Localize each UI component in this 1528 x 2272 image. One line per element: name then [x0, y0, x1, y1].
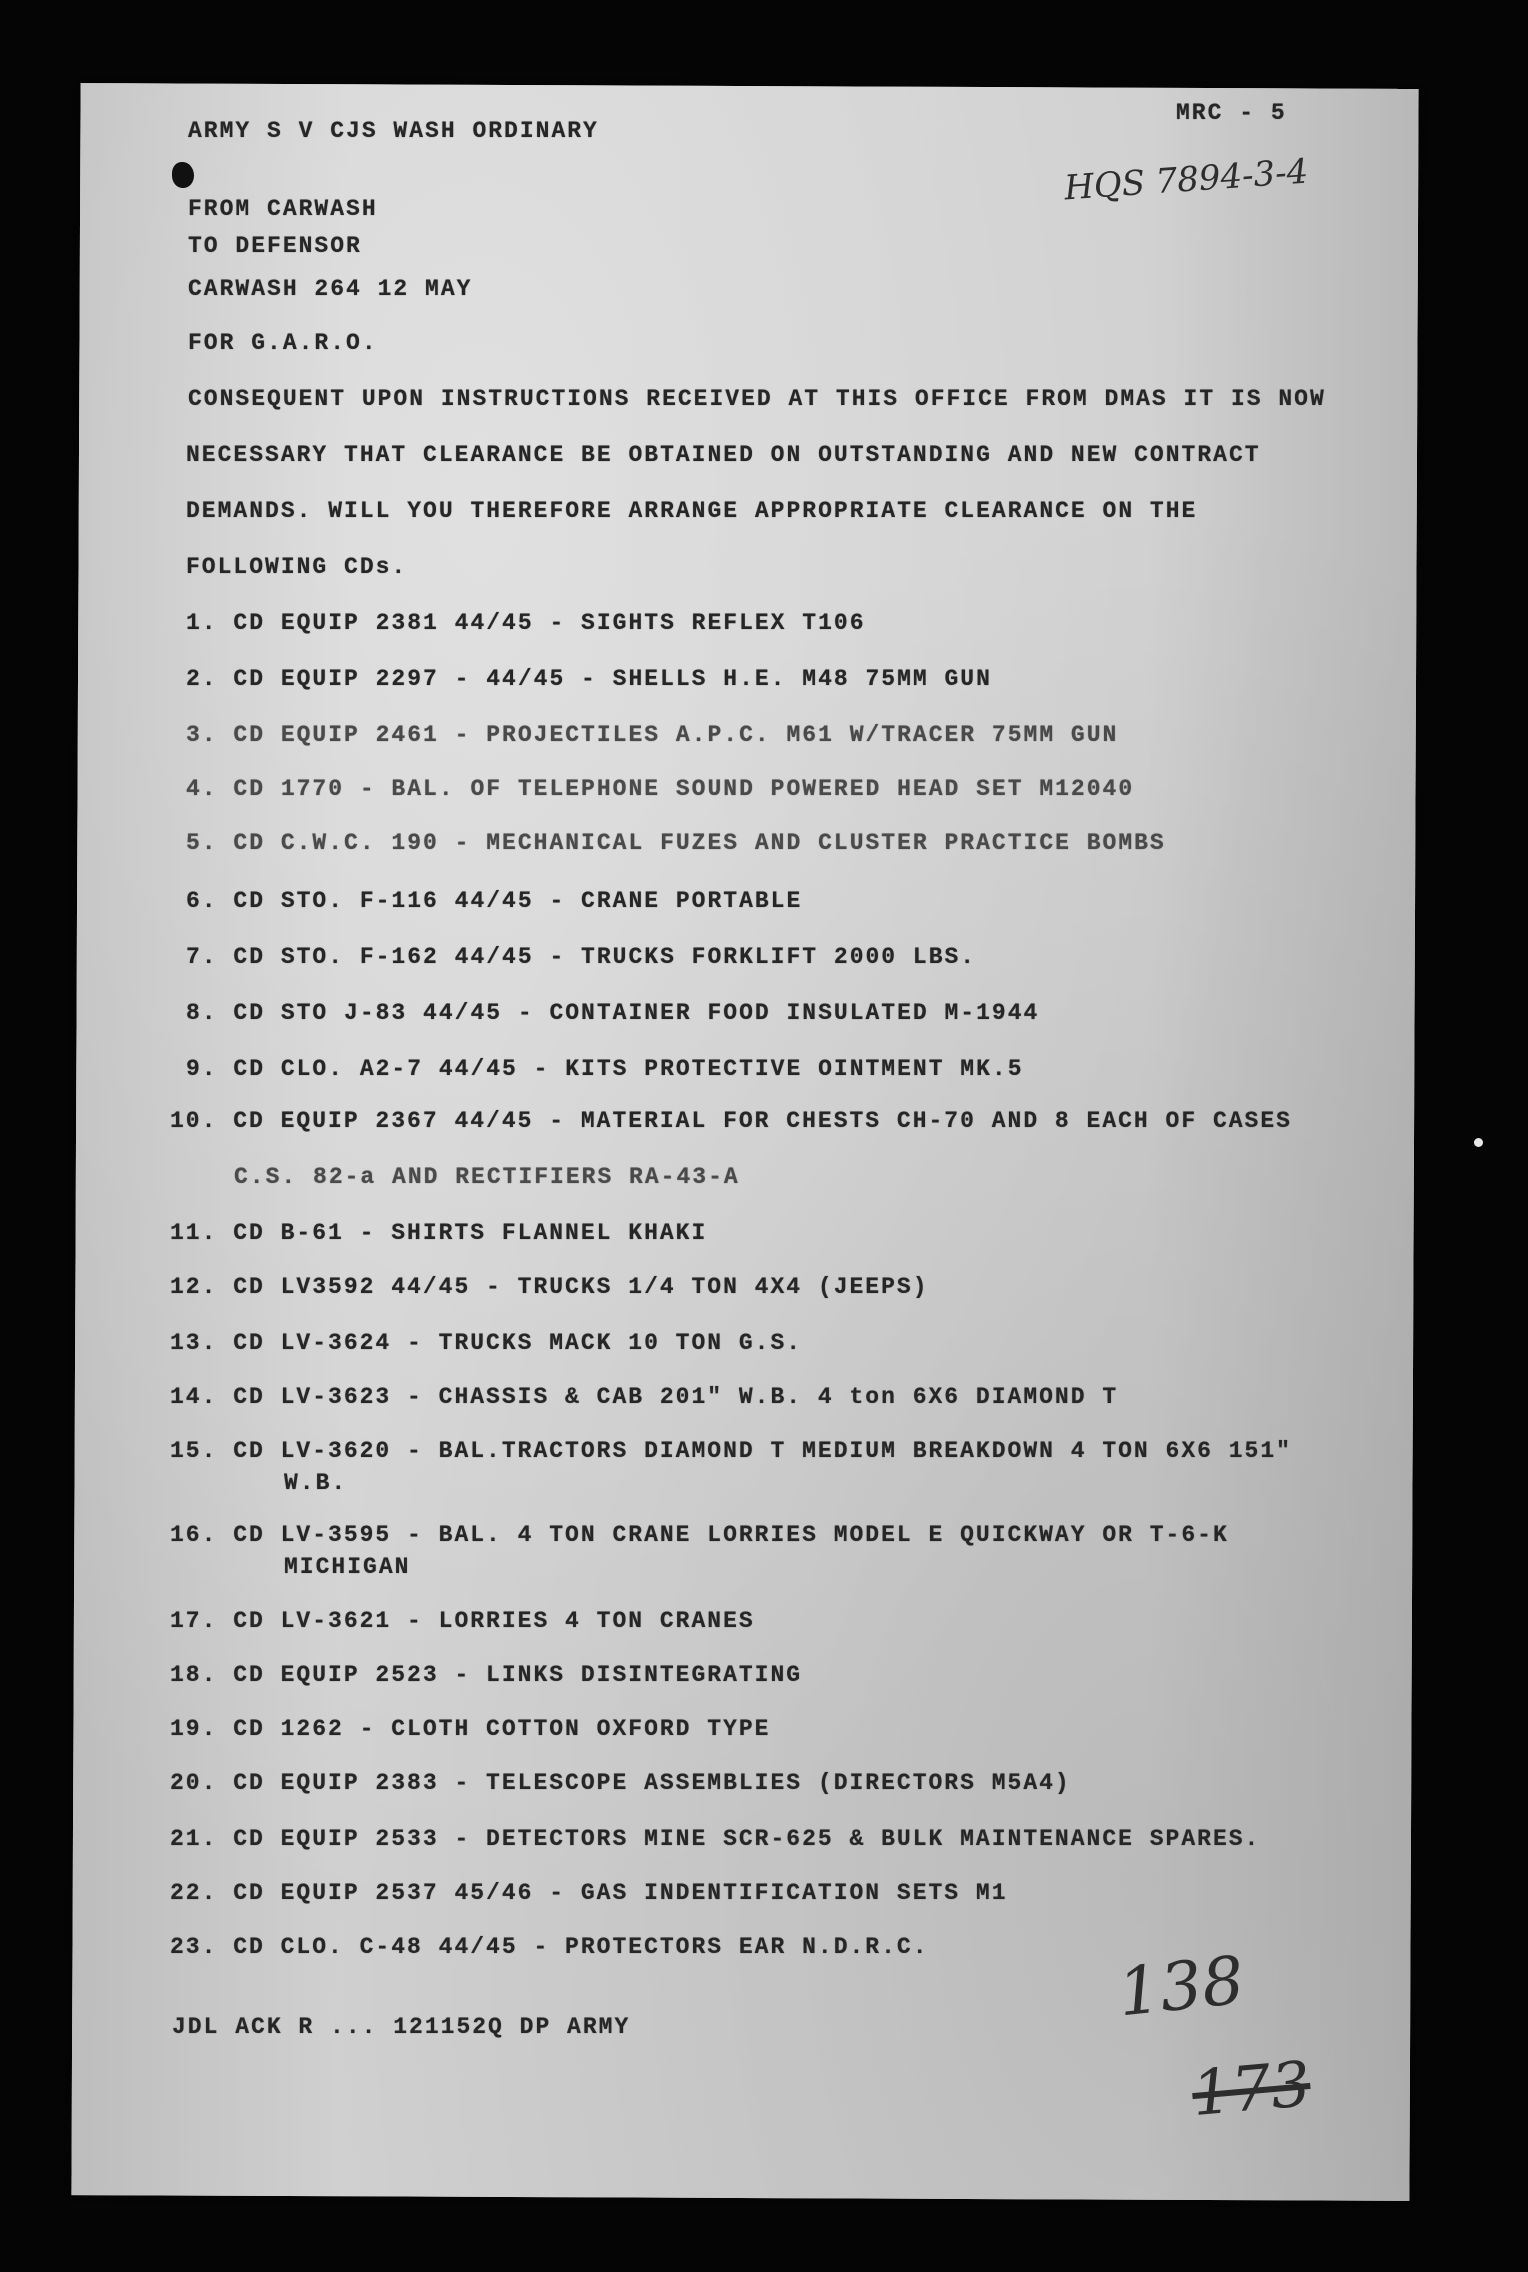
list-item-continuation: C.S. 82-a AND RECTIFIERS RA-43-A: [234, 1164, 740, 1190]
list-item: 15. CD LV-3620 - BAL.TRACTORS DIAMOND T MEDIUM BREAKDOWN 4 TON 6X6 151": [170, 1438, 1292, 1464]
reference-code: MRC - 5: [1176, 100, 1287, 126]
list-item: 18. CD EQUIP 2523 - LINKS DISINTEGRATING: [170, 1662, 803, 1688]
list-item: 23. CD CLO. C-48 44/45 - PROTECTORS EAR N.D.R.C.: [170, 1934, 929, 1960]
list-item: 21. CD EQUIP 2533 - DETECTORS MINE SCR-625 & BULK MAINTENANCE SPARES.: [170, 1826, 1261, 1852]
body-line: DEMANDS. WILL YOU THEREFORE ARRANGE APPROPRIATE CLEARANCE ON THE: [186, 498, 1198, 524]
list-item: 12. CD LV3592 44/45 - TRUCKS 1/4 TON 4X4 (JEEPS): [170, 1274, 929, 1300]
handwritten-struck-number: 173: [1189, 2046, 1314, 2131]
film-speck: [1474, 1138, 1483, 1147]
list-item: 10. CD EQUIP 2367 44/45 - MATERIAL FOR CHESTS CH-70 AND 8 EACH OF CASES: [170, 1108, 1292, 1134]
attention-line: FOR G.A.R.O.: [188, 330, 378, 356]
list-item: 1. CD EQUIP 2381 44/45 - SIGHTS REFLEX T106: [186, 610, 866, 636]
list-item: 6. CD STO. F-116 44/45 - CRANE PORTABLE: [186, 888, 803, 914]
list-item: 2. CD EQUIP 2297 - 44/45 - SHELLS H.E. M48 75MM GUN: [186, 666, 992, 692]
list-item: 22. CD EQUIP 2537 45/46 - GAS INDENTIFICATION SETS M1: [170, 1880, 1008, 1906]
list-item: 9. CD CLO. A2-7 44/45 - KITS PROTECTIVE OINTMENT MK.5: [186, 1056, 1024, 1082]
list-item: 14. CD LV-3623 - CHASSIS & CAB 201" W.B. 4 ton 6X6 DIAMOND T: [170, 1384, 1119, 1410]
list-item: 17. CD LV-3621 - LORRIES 4 TON CRANES: [170, 1608, 755, 1634]
list-item: 7. CD STO. F-162 44/45 - TRUCKS FORKLIFT 2000 LBS.: [186, 944, 977, 970]
message-number: CARWASH 264 12 MAY: [188, 276, 473, 302]
body-line: CONSEQUENT UPON INSTRUCTIONS RECEIVED AT THIS OFFICE FROM DMAS IT IS NOW: [188, 386, 1326, 412]
body-line: NECESSARY THAT CLEARANCE BE OBTAINED ON OUTSTANDING AND NEW CONTRACT: [186, 442, 1261, 468]
list-item: 16. CD LV-3595 - BAL. 4 TON CRANE LORRIES MODEL E QUICKWAY OR T-6-K: [170, 1522, 1229, 1548]
header-line: ARMY S V CJS WASH ORDINARY: [188, 118, 599, 144]
list-item: 4. CD 1770 - BAL. OF TELEPHONE SOUND POWERED HEAD SET M12040: [186, 776, 1135, 802]
to-line: TO DEFENSOR: [188, 233, 362, 259]
acknowledgement-line: JDL ACK R ... 121152Q DP ARMY: [172, 2014, 631, 2040]
list-item-continuation: W.B.: [284, 1470, 348, 1496]
list-item-continuation: MICHIGAN: [284, 1554, 411, 1580]
list-item: 5. CD C.W.C. 190 - MECHANICAL FUZES AND CLUSTER PRACTICE BOMBS: [186, 830, 1166, 856]
list-item: 13. CD LV-3624 - TRUCKS MACK 10 TON G.S.: [170, 1330, 803, 1356]
ink-blot: [172, 162, 194, 188]
handwritten-page-number: 138: [1114, 1941, 1248, 2032]
handwritten-reference: HQS 7894-3-4: [1062, 151, 1310, 209]
from-line: FROM CARWASH: [188, 196, 378, 222]
list-item: 8. CD STO J-83 44/45 - CONTAINER FOOD INSULATED M-1944: [186, 1000, 1040, 1026]
body-line: FOLLOWING CDs.: [186, 554, 408, 580]
list-item: 20. CD EQUIP 2383 - TELESCOPE ASSEMBLIES (DIRECTORS M5A4): [170, 1770, 1071, 1796]
list-item: 11. CD B-61 - SHIRTS FLANNEL KHAKI: [170, 1220, 708, 1246]
list-item: 19. CD 1262 - CLOTH COTTON OXFORD TYPE: [170, 1716, 771, 1742]
list-item: 3. CD EQUIP 2461 - PROJECTILES A.P.C. M61 W/TRACER 75MM GUN: [186, 722, 1119, 748]
